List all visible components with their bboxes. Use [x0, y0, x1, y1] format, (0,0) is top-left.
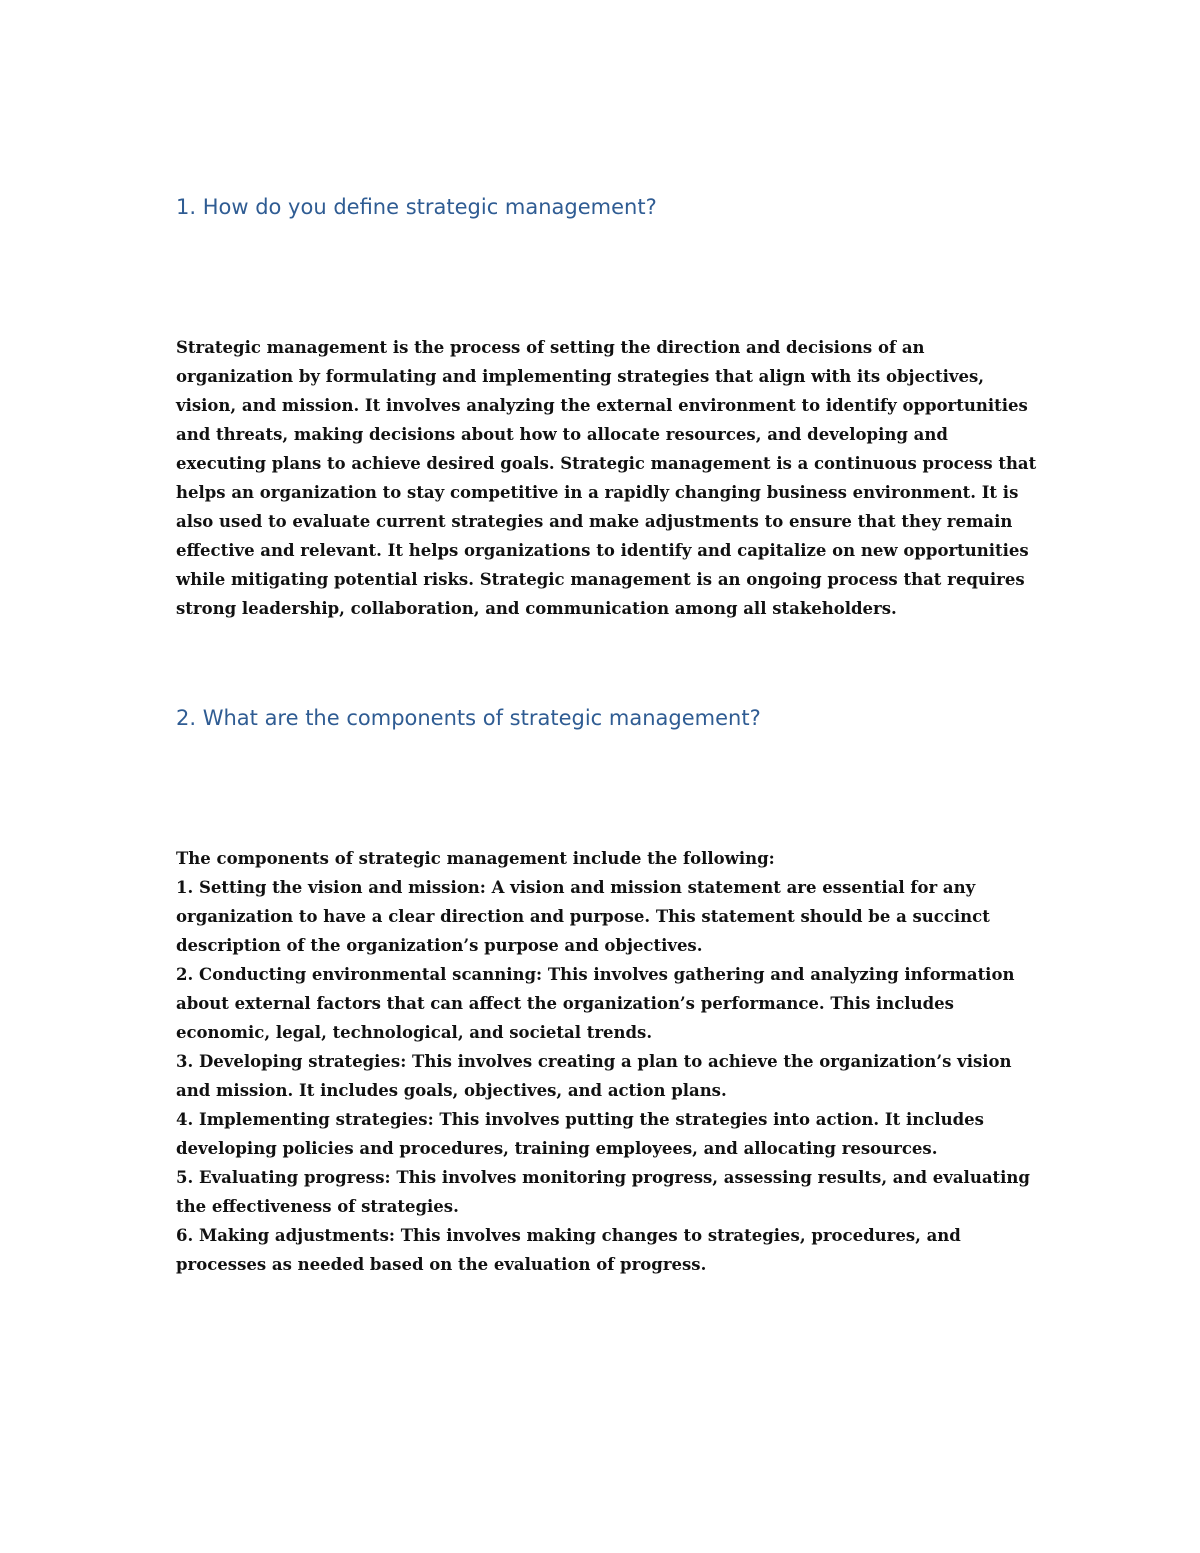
answer-line: 6. Making adjustments: This involves making changes to strategies, procedures, and: [176, 1226, 961, 1245]
question-2-heading: 2. What are the components of strategic management?: [176, 706, 761, 730]
answer-line: executing plans to achieve desired goals. Strategic management is a continuous process that: [176, 454, 1037, 473]
answer-line: 2. Conducting environmental scanning: This involves gathering and analyzing information: [176, 965, 1015, 984]
answer-line: The components of strategic management include the following:: [176, 849, 775, 868]
answer-line: organization by formulating and implementing strategies that align with its objectives,: [176, 367, 985, 386]
answer-line: developing policies and procedures, training employees, and allocating resources.: [176, 1139, 938, 1158]
answer-line: 4. Implementing strategies: This involves putting the strategies into action. It includes: [176, 1110, 984, 1129]
answer-line: strong leadership, collaboration, and communication among all stakeholders.: [176, 599, 897, 618]
answer-line: economic, legal, technological, and societal trends.: [176, 1023, 653, 1042]
answer-line: about external factors that can affect the organization’s performance. This includes: [176, 994, 954, 1013]
answer-line: and mission. It includes goals, objectives, and action plans.: [176, 1081, 727, 1100]
answer-line: organization to have a clear direction and purpose. This statement should be a succinct: [176, 907, 990, 926]
answer-line: and threats, making decisions about how to allocate resources, and developing and: [176, 425, 948, 444]
question-1-heading: 1. How do you define strategic management?: [176, 195, 657, 219]
answer-line: vision, and mission. It involves analyzing the external environment to identify opportunities: [176, 396, 1028, 415]
answer-line: 5. Evaluating progress: This involves monitoring progress, assessing results, and evaluating: [176, 1168, 1030, 1187]
answer-line: 1. Setting the vision and mission: A vision and mission statement are essential for any: [176, 878, 976, 897]
answer-line: description of the organization’s purpose and objectives.: [176, 936, 703, 955]
answer-line: 3. Developing strategies: This involves creating a plan to achieve the organization’s vision: [176, 1052, 1012, 1071]
answer-line: the effectiveness of strategies.: [176, 1197, 459, 1216]
answer-line: also used to evaluate current strategies and make adjustments to ensure that they remain: [176, 512, 1013, 531]
question-2-answer: [176, 844, 1036, 1279]
answer-line: helps an organization to stay competitive in a rapidly changing business environment. It is: [176, 483, 1019, 502]
answer-line: processes as needed based on the evaluation of progress.: [176, 1255, 707, 1274]
answer-line: Strategic management is the process of setting the direction and decisions of an: [176, 338, 925, 357]
answer-line: while mitigating potential risks. Strategic management is an ongoing process that requires: [176, 570, 1025, 589]
answer-line: effective and relevant. It helps organizations to identify and capitalize on new opportunities: [176, 541, 1029, 560]
question-1-answer: [176, 333, 1036, 623]
